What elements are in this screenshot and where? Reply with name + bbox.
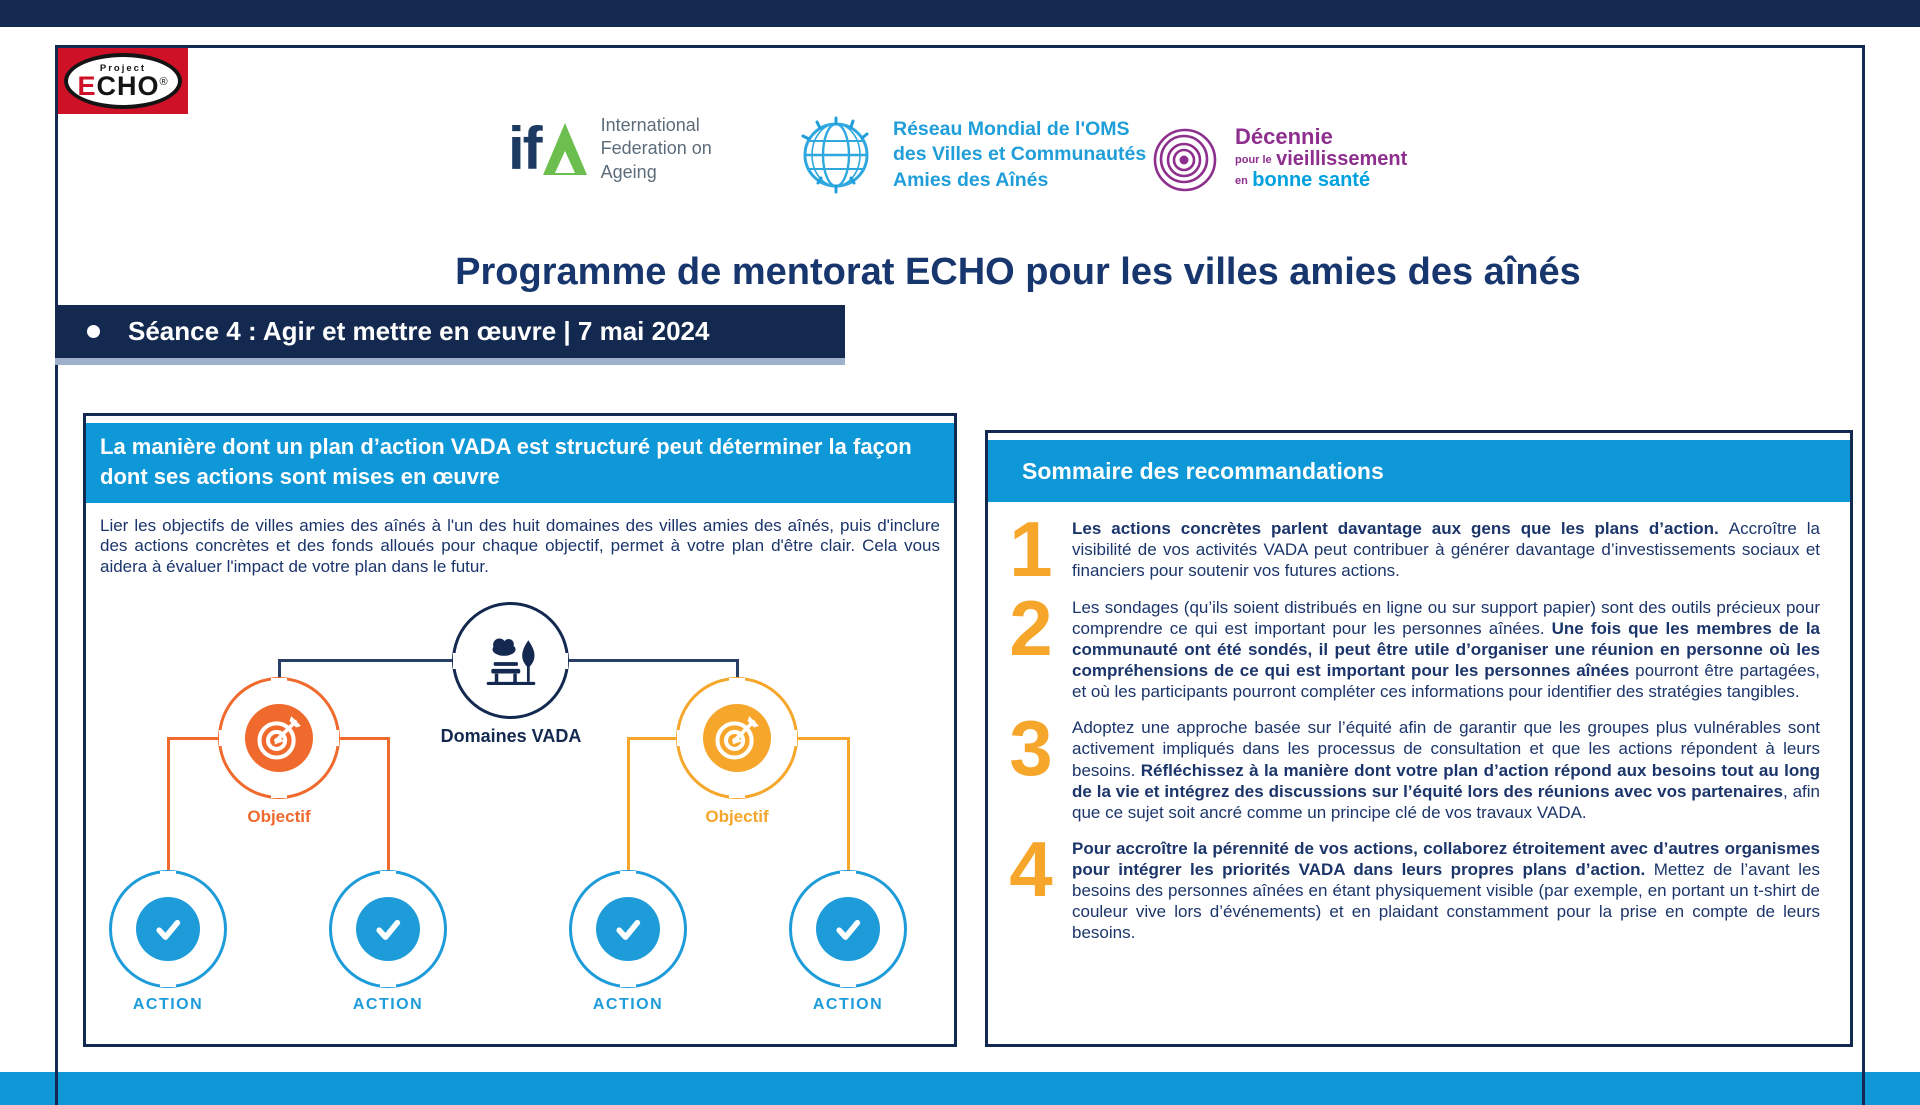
recommendation-item: [1004, 505, 1820, 593]
target-icon: [703, 704, 771, 772]
recommendation-number: 2: [1009, 583, 1053, 672]
ifa-logo-text: International Federation on Ageing: [600, 115, 712, 182]
session-banner: [55, 305, 845, 365]
check-icon: [136, 897, 200, 961]
target-icon: [245, 704, 313, 772]
park-icon: [474, 624, 548, 698]
action-label: ACTION: [352, 996, 424, 1013]
action-label: ACTION: [812, 996, 884, 1013]
ifa-green-triangle-icon: [543, 123, 587, 175]
echo-ellipse: Project ECHO®: [64, 53, 182, 109]
left-panel-heading: La manière dont un plan d’action VADA est structuré peut déterminer la façon dont ses actions sont mises en œuvre: [86, 423, 954, 503]
action-circle: [329, 870, 447, 988]
card-border-stub: [55, 1072, 58, 1105]
connector-line: [387, 737, 390, 871]
recommendation-item: [1004, 704, 1821, 822]
project-echo-logo: [58, 48, 188, 114]
recommendation-item: [1004, 824, 1820, 943]
connector-line: [847, 737, 850, 871]
objective-label: Objectif: [247, 807, 311, 826]
right-panel-heading: Sommaire des recommandations: [988, 440, 1850, 502]
recommendations-panel: [985, 430, 1853, 1047]
action-circle: [109, 870, 227, 988]
bottom-blue-bar: [0, 1072, 1920, 1105]
connector-line: [168, 737, 218, 740]
recommendation-text: Les actions concrètes parlent davantage aux gens que les plans d’action. Accroître la visibilité de vos activités VADA peut contribuer à générer davantage d’investissements sociaux et financiers pour soutenir vos futures actions.: [1072, 519, 1820, 581]
who-network-logo: [793, 112, 1146, 198]
connector-line: [627, 737, 630, 871]
domains-label: Domaines VADA: [440, 726, 582, 746]
check-icon: [596, 897, 660, 961]
recommendation-text: Pour accroître la pérennité de vos actions, collaborez étroitement avec d’autres organismes pour intégrer les priorités VADA dans leurs propres plans d’action. Mettez de l’avant les besoins des personnes aînées en étant physiquement visible (par exemple, en portant un t-shirt de couleur vive lors d’événements) et en plaidant constamment pour la prise en compte de leurs besoins.: [1072, 838, 1820, 943]
bullet-icon: [87, 325, 100, 338]
recommendation-number: 1: [1009, 505, 1053, 593]
recommendation-number: 4: [1009, 824, 1053, 913]
action-label: ACTION: [132, 996, 204, 1013]
objective-circle-right: [676, 677, 798, 799]
card-border-stub: [1862, 1072, 1865, 1105]
recommendation-number: 3: [1009, 704, 1053, 793]
decade-logo-text: Décennie pour le vieillissement en bonne santé: [1235, 124, 1408, 191]
objective-label: Objectif: [705, 807, 769, 826]
connector-line: [167, 737, 170, 871]
connector-line: [736, 659, 739, 678]
connector-line: [569, 659, 737, 662]
top-navy-bar: [0, 0, 1920, 27]
check-icon: [356, 897, 420, 961]
recommendation-text: Adoptez une approche basée sur l’équité afin de garantir que les groupes plus vulnérables sont activement impliqués dans les processus de consultation et que les actions répondent à leurs besoins. Réfléchissez à la manière dont votre plan d’action répond aux besoins tout au long de la vie et intégrez des discussions sur l’équité lors des réunions avec vos partenaires, afin que ce sujet soit ancré comme un principe clé de vos travaux VADA.: [1072, 718, 1821, 822]
left-panel-body-text: Lier les objectifs de villes amies des aînés à l'un des huit domaines des villes amies des aînés, puis d'inclure des actions concrètes et des fonds alloués pour chaque objectif, permet à votre plan d'être clair. Cela vous aidera à évaluer l'impact de votre plan dans le futur.: [100, 515, 940, 576]
connector-line: [628, 737, 676, 740]
connector-line: [279, 659, 453, 662]
ifa-mark-letters: if: [508, 115, 541, 183]
page-title: Programme de mentorat ECHO pour les villes amies des aînés: [455, 251, 1581, 293]
recommendations-list: [988, 502, 1850, 955]
connector-line: [278, 659, 281, 678]
check-icon: [816, 897, 880, 961]
action-plan-panel: [83, 413, 957, 1047]
ifa-logo: [508, 114, 712, 184]
action-circle: [789, 870, 907, 988]
session-banner-text: Séance 4 : Agir et mettre en œuvre | 7 mai 2024: [128, 316, 710, 346]
concentric-circles-icon: [1151, 124, 1219, 192]
objective-circle-left: [218, 677, 340, 799]
who-logo-text: Réseau Mondial de l'OMS des Villes et Communautés Amies des Aînés: [893, 117, 1147, 191]
action-label: ACTION: [592, 996, 664, 1013]
recommendation-text: Les sondages (qu’ils soient distribués en ligne ou sur support papier) sont des outils précieux pour comprendre ce qui est important pour les personnes aînées. Une fois que les membres de la communauté ont été sondés, il peut être utile d’organiser une réunion en personne où les compréhensions de ce qui est important pour les personnes aînées pourront être partagées, et où les participants pourront compléter ces informations pour identifier des stratégies tangibles.: [1072, 597, 1820, 702]
decade-healthy-ageing-logo: [1151, 124, 1407, 192]
connector-line: [798, 737, 848, 740]
ifa-logo-icon: [508, 115, 587, 183]
recommendation-item: [1004, 583, 1820, 702]
globe-icon: [793, 112, 879, 198]
connector-line: [340, 737, 388, 740]
action-circle: [569, 870, 687, 988]
domains-circle: [452, 602, 569, 719]
